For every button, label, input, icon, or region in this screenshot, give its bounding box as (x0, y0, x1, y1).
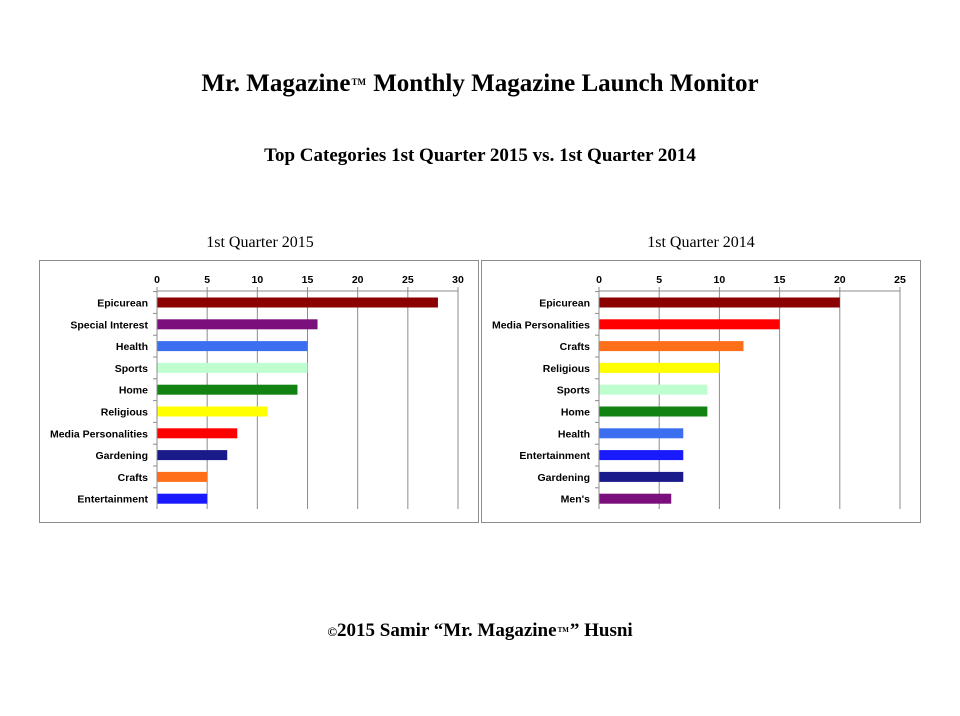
copyright-symbol: © (327, 624, 338, 639)
tick-label: 25 (894, 274, 906, 286)
bar (599, 298, 840, 308)
chart-title-2014: 1st Quarter 2014 (647, 234, 755, 251)
category-label: Religious (100, 406, 148, 419)
category-label: Special Interest (70, 319, 148, 332)
bar (157, 298, 438, 308)
category-label: Media Personalities (49, 428, 148, 441)
category-label: Home (560, 406, 590, 419)
bar (157, 450, 227, 460)
tick-label: 5 (656, 274, 663, 286)
footer-part1: 2015 Samir “Mr. Magazine (337, 620, 557, 641)
tick-label: 5 (204, 274, 211, 286)
bar (157, 319, 318, 329)
bar-chart-2014 (482, 261, 922, 524)
tick-label: 0 (154, 274, 160, 286)
bar (599, 319, 780, 329)
category-label: Crafts (559, 341, 590, 354)
category-label: Men's (560, 493, 590, 506)
bar (599, 341, 743, 351)
page-subtitle: Top Categories 1st Quarter 2015 vs. 1st Quarter 2014 (264, 145, 696, 166)
footer-trademark-mark: TM (557, 626, 569, 634)
category-label: Home (118, 384, 148, 397)
chart-title-2015: 1st Quarter 2015 (206, 234, 314, 251)
bar (599, 494, 671, 504)
bar (157, 385, 297, 395)
bar (157, 341, 308, 351)
footer-credit (0, 620, 960, 642)
tick-label: 15 (773, 274, 786, 286)
category-label: Gardening (537, 471, 590, 484)
bar (599, 363, 719, 373)
category-label: Sports (114, 362, 148, 375)
category-label: Religious (542, 362, 590, 375)
tick-label: 15 (301, 274, 314, 286)
bar (599, 407, 707, 417)
footer-part2: ” Husni (569, 620, 633, 641)
tick-label: 20 (833, 274, 846, 286)
category-label: Epicurean (539, 297, 590, 310)
title-part2: Monthly Magazine Launch Monitor (366, 70, 759, 97)
bar-chart-2015 (40, 261, 480, 524)
page-title (0, 70, 960, 98)
bar (599, 385, 707, 395)
tick-label: 10 (713, 274, 726, 286)
category-label: Media Personalities (491, 319, 590, 332)
tick-label: 30 (452, 274, 464, 286)
category-label: Health (557, 428, 590, 441)
category-label: Epicurean (97, 297, 148, 310)
bar (157, 494, 207, 504)
title-part1: Mr. Magazine (201, 70, 351, 97)
bar (157, 363, 308, 373)
bar (599, 450, 683, 460)
tick-label: 10 (251, 274, 264, 286)
tick-label: 25 (401, 274, 414, 286)
bar (599, 428, 683, 438)
tick-label: 20 (351, 274, 364, 286)
tick-label: 0 (596, 274, 602, 286)
category-label: Sports (556, 384, 590, 397)
category-label: Crafts (117, 471, 148, 484)
bar (599, 472, 683, 482)
category-label: Health (115, 341, 148, 354)
category-label: Gardening (95, 450, 148, 463)
category-label: Entertainment (519, 450, 590, 463)
category-label: Entertainment (77, 493, 148, 506)
chart-panel-2014 (481, 260, 921, 523)
trademark-mark: TM (351, 77, 366, 87)
bar (157, 407, 267, 417)
chart-panel-2015 (39, 260, 479, 523)
bar (157, 428, 237, 438)
bar (157, 472, 207, 482)
